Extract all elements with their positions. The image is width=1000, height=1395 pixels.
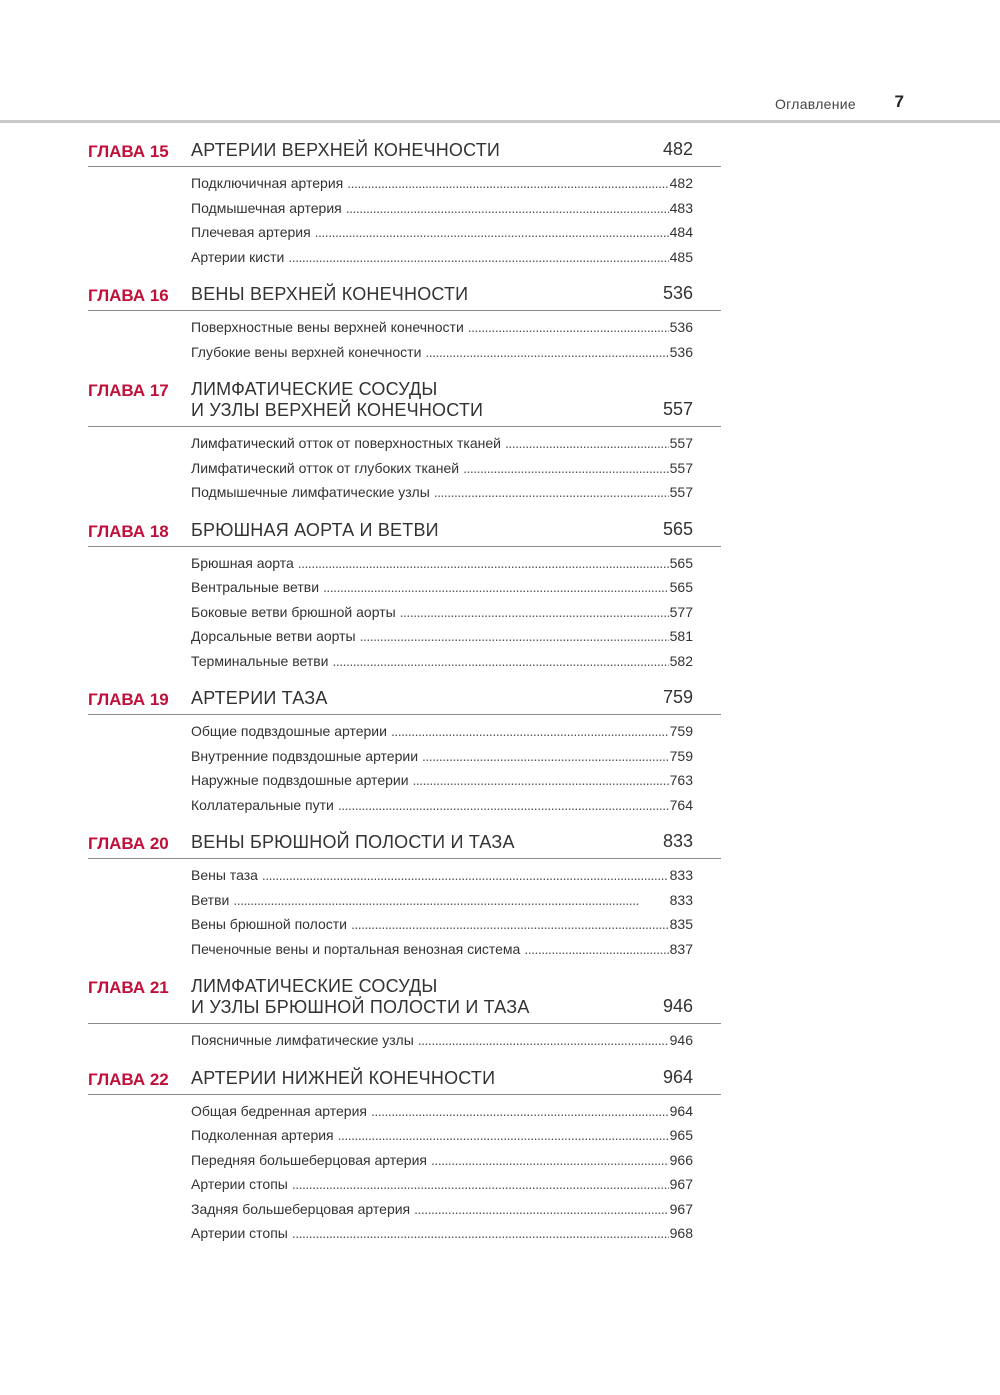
- chapter-section: [88, 976, 721, 1057]
- toc-entry-title: Подколенная артерия: [191, 1127, 334, 1143]
- dot-leader: [391, 723, 669, 739]
- chapter-section: [88, 284, 721, 368]
- dot-leader: [413, 772, 669, 788]
- toc-entry-title: Передняя большеберцовая артерия: [191, 1151, 427, 1168]
- toc-entry-title: Подмышечная артерия: [191, 199, 342, 216]
- toc-entry[interactable]: [191, 1176, 693, 1201]
- chapter-title-line: ВЕНЫ ВЕРХНЕЙ КОНЕЧНОСТИ: [191, 284, 469, 304]
- chapter-page-number: 964: [662, 1066, 693, 1087]
- toc-entry-title: Подмышечные лимфатические узлы: [191, 484, 430, 500]
- dot-leader: [233, 892, 668, 908]
- table-of-contents: [88, 140, 721, 1261]
- toc-entry-title: Артерии стопы: [191, 1176, 288, 1192]
- dot-leader: [463, 460, 669, 476]
- toc-entry-page: 946: [669, 1032, 693, 1048]
- dot-leader: [262, 867, 669, 883]
- toc-entry-title: Общие подвздошные артерии: [191, 723, 387, 739]
- toc-entry-page: 482: [669, 175, 693, 191]
- toc-entry[interactable]: [191, 1032, 693, 1057]
- toc-entry[interactable]: [191, 892, 693, 917]
- chapter-title-line: И УЗЛЫ ВЕРХНЕЙ КОНЕЧНОСТИ: [191, 400, 484, 420]
- chapter-title: [191, 284, 651, 305]
- toc-entry[interactable]: [191, 319, 693, 344]
- chapter-heading[interactable]: [88, 140, 721, 167]
- chapter-label: ГЛАВА 18: [88, 521, 169, 541]
- toc-entry-page: 764: [669, 796, 693, 813]
- chapter-entries: [191, 723, 693, 821]
- dot-leader: [346, 200, 669, 216]
- chapter-title-line: АРТЕРИИ ТАЗА: [191, 688, 328, 708]
- running-head: [0, 88, 1000, 123]
- toc-entry[interactable]: [191, 1152, 693, 1177]
- dot-leader: [333, 653, 669, 669]
- toc-entry-page: 968: [669, 1225, 693, 1241]
- chapter-section: [88, 379, 721, 509]
- toc-entry[interactable]: [191, 249, 693, 274]
- chapter-title: [191, 140, 651, 161]
- toc-entry-page: 536: [669, 343, 693, 360]
- chapter-heading[interactable]: [88, 976, 721, 1024]
- toc-entry-title: Артерии кисти: [191, 248, 285, 265]
- chapter-label: ГЛАВА 22: [88, 1069, 169, 1089]
- toc-entry-title: Плечевая артерия: [191, 224, 311, 240]
- toc-entry-page: 557: [669, 435, 693, 451]
- toc-entry[interactable]: [191, 579, 693, 604]
- chapter-title: [191, 1068, 651, 1089]
- chapter-heading[interactable]: [88, 379, 721, 427]
- chapter-title: [191, 688, 651, 709]
- toc-entry-title: Вентральные ветви: [191, 579, 320, 595]
- chapter-heading[interactable]: [88, 520, 721, 547]
- dot-leader: [323, 579, 669, 595]
- chapter-heading[interactable]: [88, 284, 721, 311]
- chapter-section: [88, 832, 721, 965]
- toc-entry-title: Внутренние подвздошные артерии: [191, 747, 419, 764]
- toc-entry-title: Боковые ветви брюшной аорты: [191, 603, 396, 620]
- chapter-label: ГЛАВА 21: [88, 978, 169, 997]
- toc-entry[interactable]: [191, 224, 693, 249]
- chapter-page-number: 759: [662, 687, 693, 707]
- toc-entry[interactable]: [191, 435, 693, 460]
- chapter-page-number: 833: [662, 831, 693, 851]
- dot-leader: [360, 628, 669, 644]
- dot-leader: [351, 916, 669, 932]
- dot-leader: [288, 249, 668, 265]
- dot-leader: [505, 435, 669, 451]
- page-number: 7: [894, 92, 904, 111]
- chapter-section: [88, 520, 721, 678]
- chapter-title-line: АРТЕРИИ НИЖНЕЙ КОНЕЧНОСТИ: [191, 1067, 496, 1088]
- toc-entry-page: 483: [669, 199, 693, 216]
- toc-entry[interactable]: [191, 653, 693, 678]
- dot-leader: [315, 224, 669, 240]
- chapter-title-line: ВЕНЫ БРЮШНОЙ ПОЛОСТИ И ТАЗА: [191, 832, 515, 852]
- toc-entry-title: Артерии стопы: [191, 1225, 288, 1241]
- toc-entry[interactable]: [191, 1225, 693, 1250]
- toc-entry-page: 577: [669, 603, 693, 620]
- chapter-page-number: 482: [662, 139, 693, 159]
- dot-leader: [468, 319, 669, 335]
- chapter-label: ГЛАВА 16: [88, 286, 169, 305]
- toc-entry-page: 565: [669, 554, 693, 571]
- chapter-heading[interactable]: [88, 1068, 721, 1095]
- toc-entry[interactable]: [191, 1201, 693, 1226]
- toc-entry[interactable]: [191, 941, 693, 966]
- toc-entry[interactable]: [191, 628, 693, 653]
- dot-leader: [298, 555, 669, 571]
- toc-entry-page: 833: [669, 891, 693, 908]
- chapter-title-line: ЛИМФАТИЧЕСКИЕ СОСУДЫ: [191, 379, 438, 399]
- toc-entry-title: Лимфатический отток от глубоких тканей: [191, 459, 460, 476]
- toc-entry-title: Общая бедренная артерия: [191, 1102, 367, 1119]
- toc-entry-title: Ветви: [191, 891, 230, 908]
- chapter-title-line: БРЮШНАЯ АОРТА И ВЕТВИ: [191, 519, 439, 540]
- dot-leader: [414, 1201, 669, 1217]
- toc-entry-title: Печеночные вены и портальная венозная система: [191, 940, 521, 957]
- chapter-title: [191, 832, 651, 853]
- dot-leader: [347, 175, 668, 191]
- chapter-heading[interactable]: [88, 688, 721, 715]
- toc-entry-page: 536: [669, 319, 693, 335]
- dot-leader: [418, 1032, 669, 1048]
- dot-leader: [338, 1127, 669, 1143]
- toc-entry[interactable]: [191, 1127, 693, 1152]
- toc-entry-page: 581: [669, 628, 693, 644]
- chapter-label: ГЛАВА 17: [88, 381, 169, 400]
- chapter-page-number: 946: [662, 996, 693, 1016]
- dot-leader: [338, 797, 669, 813]
- chapter-label: ГЛАВА 15: [88, 142, 169, 161]
- toc-entry-page: 837: [669, 940, 693, 957]
- chapter-title-line: АРТЕРИИ ВЕРХНЕЙ КОНЕЧНОСТИ: [191, 140, 501, 160]
- chapter-title: [191, 520, 651, 541]
- chapter-title-line: И УЗЛЫ БРЮШНОЙ ПОЛОСТИ И ТАЗА: [191, 997, 530, 1017]
- toc-entry-title: Задняя большеберцовая артерия: [191, 1200, 411, 1217]
- toc-entry-page: 965: [669, 1127, 693, 1143]
- toc-entry-title: Дорсальные ветви аорты: [191, 628, 356, 644]
- dot-leader: [422, 748, 669, 764]
- toc-entry-title: Вены брюшной полости: [191, 916, 347, 932]
- chapter-page-number: 565: [662, 518, 693, 539]
- dot-leader: [431, 1152, 669, 1168]
- toc-entry-page: 759: [669, 747, 693, 764]
- toc-entry-title: Поверхностные вены верхней конечности: [191, 319, 464, 335]
- toc-entry[interactable]: [191, 484, 693, 509]
- chapter-entries: [191, 319, 693, 368]
- chapter-section: [88, 140, 721, 273]
- toc-entry[interactable]: [191, 797, 693, 822]
- toc-entry[interactable]: [191, 748, 693, 773]
- toc-entry-page: 759: [669, 723, 693, 739]
- dot-leader: [292, 1225, 669, 1241]
- chapter-title: [191, 379, 651, 421]
- chapter-label: ГЛАВА 19: [88, 690, 169, 709]
- toc-entry-title: Наружные подвздошные артерии: [191, 772, 409, 788]
- chapter-page-number: 557: [662, 399, 693, 419]
- chapter-entries: [191, 175, 693, 273]
- toc-entry-page: 966: [669, 1151, 693, 1168]
- toc-entry[interactable]: [191, 1103, 693, 1128]
- toc-entry-page: 557: [669, 484, 693, 500]
- toc-entry-title: Подключичная артерия: [191, 175, 344, 191]
- toc-entry-title: Глубокие вены верхней конечности: [191, 343, 422, 360]
- toc-entry-page: 557: [669, 459, 693, 476]
- dot-leader: [292, 1176, 669, 1192]
- dot-leader: [434, 484, 669, 500]
- toc-entry[interactable]: [191, 460, 693, 485]
- toc-entry-page: 967: [669, 1176, 693, 1192]
- chapter-section: [88, 688, 721, 821]
- toc-entry-page: 582: [669, 652, 693, 669]
- toc-entry-page: 964: [669, 1102, 693, 1119]
- chapter-page-number: 536: [662, 283, 693, 303]
- toc-entry-title: Терминальные ветви: [191, 652, 329, 669]
- toc-entry[interactable]: [191, 344, 693, 369]
- toc-entry-page: 835: [669, 916, 693, 932]
- dot-leader: [400, 604, 669, 620]
- toc-entry-title: Лимфатический отток от поверхностных тканей: [191, 435, 501, 451]
- toc-entry-title: Коллатеральные пути: [191, 796, 334, 813]
- toc-entry-title: Поясничные лимфатические узлы: [191, 1032, 414, 1048]
- chapter-entries: [191, 435, 693, 509]
- dot-leader: [371, 1103, 669, 1119]
- toc-entry[interactable]: [191, 200, 693, 225]
- chapter-title-line: ЛИМФАТИЧЕСКИЕ СОСУДЫ: [191, 976, 438, 996]
- toc-entry-page: 833: [669, 867, 693, 883]
- chapter-entries: [191, 1103, 693, 1250]
- toc-entry[interactable]: [191, 916, 693, 941]
- chapter-entries: [191, 1032, 693, 1057]
- toc-entry-page: 565: [669, 579, 693, 595]
- toc-entry[interactable]: [191, 175, 693, 200]
- toc-entry-title: Вены таза: [191, 867, 258, 883]
- chapter-section: [88, 1068, 721, 1250]
- toc-entry-title: Брюшная аорта: [191, 554, 294, 571]
- chapter-entries: [191, 867, 693, 965]
- toc-entry[interactable]: [191, 555, 693, 580]
- toc-entry[interactable]: [191, 867, 693, 892]
- chapter-title: [191, 976, 651, 1018]
- toc-entry-page: 484: [669, 224, 693, 240]
- chapter-entries: [191, 555, 693, 678]
- chapter-label: ГЛАВА 20: [88, 834, 169, 853]
- toc-entry-page: 967: [669, 1200, 693, 1217]
- dot-leader: [524, 941, 668, 957]
- toc-entry[interactable]: [191, 604, 693, 629]
- section-title: Оглавление: [774, 96, 856, 112]
- toc-entry-page: 485: [669, 248, 693, 265]
- toc-entry[interactable]: [191, 723, 693, 748]
- dot-leader: [425, 344, 668, 360]
- chapter-heading[interactable]: [88, 832, 721, 859]
- toc-entry[interactable]: [191, 772, 693, 797]
- toc-entry-page: 763: [669, 772, 693, 788]
